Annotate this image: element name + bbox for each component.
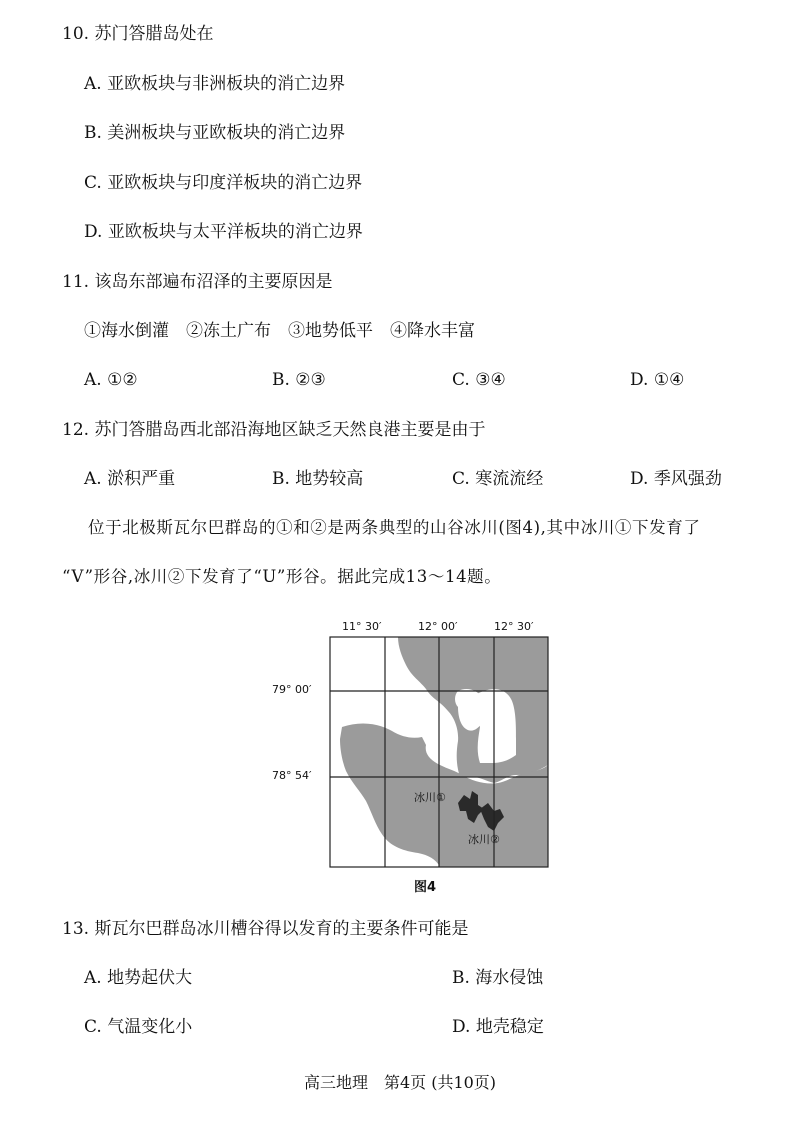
lat-label-2: 78° 54′ — [272, 769, 312, 782]
figure-4-map — [272, 615, 570, 905]
q11-option-c[interactable]: C. ③④ — [452, 370, 506, 390]
lon-label-1: 11° 30′ — [342, 620, 382, 633]
q11-stem: 11. 该岛东部遍布沼泽的主要原因是 — [62, 272, 333, 292]
q12-stem: 12. 苏门答腊岛西北部沿海地区缺乏天然良港主要是由于 — [62, 420, 486, 440]
q11-option-d[interactable]: D. ①④ — [630, 370, 685, 390]
passage-line-2: “V”形谷,冰川②下发育了“U”形谷。据此完成13～14题。 — [62, 567, 502, 586]
q10-option-d[interactable]: D. 亚欧板块与太平洋板块的消亡边界 — [84, 222, 363, 242]
q11-option-b[interactable]: B. ②③ — [272, 370, 326, 390]
passage-line-1: 位于北极斯瓦尔巴群岛的①和②是两条典型的山谷冰川(图4),其中冰川①下发育了 — [88, 518, 701, 537]
figure-caption: 图4 — [413, 880, 437, 895]
q10-option-b[interactable]: B. 美洲板块与亚欧板块的消亡边界 — [84, 123, 346, 143]
q13-option-c[interactable]: C. 气温变化小 — [84, 1017, 193, 1037]
q13-option-b[interactable]: B. 海水侵蚀 — [452, 968, 544, 988]
q12-option-d[interactable]: D. 季风强劲 — [630, 469, 722, 489]
q12-option-a[interactable]: A. 淤积严重 — [84, 469, 176, 489]
glacier-2-label: 冰川② — [468, 833, 500, 846]
lon-label-2: 12° 00′ — [418, 620, 458, 633]
q13-option-a[interactable]: A. 地势起伏大 — [84, 968, 193, 988]
lat-label-1: 79° 00′ — [272, 683, 312, 696]
q10-stem: 10. 苏门答腊岛处在 — [62, 24, 214, 44]
q10-option-c[interactable]: C. 亚欧板块与印度洋板块的消亡边界 — [84, 173, 363, 193]
q13-stem: 13. 斯瓦尔巴群岛冰川槽谷得以发育的主要条件可能是 — [62, 919, 469, 939]
page-footer: 高三地理 第4页 (共10页) — [303, 1073, 497, 1092]
q12-option-b[interactable]: B. 地势较高 — [272, 469, 364, 489]
q11-items: ①海水倒灌 ②冻土广布 ③地势低平 ④降水丰富 — [84, 321, 475, 341]
map-graphic — [280, 615, 570, 905]
q13-option-d[interactable]: D. 地壳稳定 — [452, 1017, 544, 1037]
lon-label-3: 12° 30′ — [494, 620, 534, 633]
q10-option-a[interactable]: A. 亚欧板块与非洲板块的消亡边界 — [84, 74, 346, 94]
q12-option-c[interactable]: C. 寒流流经 — [452, 469, 544, 489]
glacier-1-label: 冰川① — [414, 791, 446, 804]
q11-option-a[interactable]: A. ①② — [84, 370, 138, 390]
